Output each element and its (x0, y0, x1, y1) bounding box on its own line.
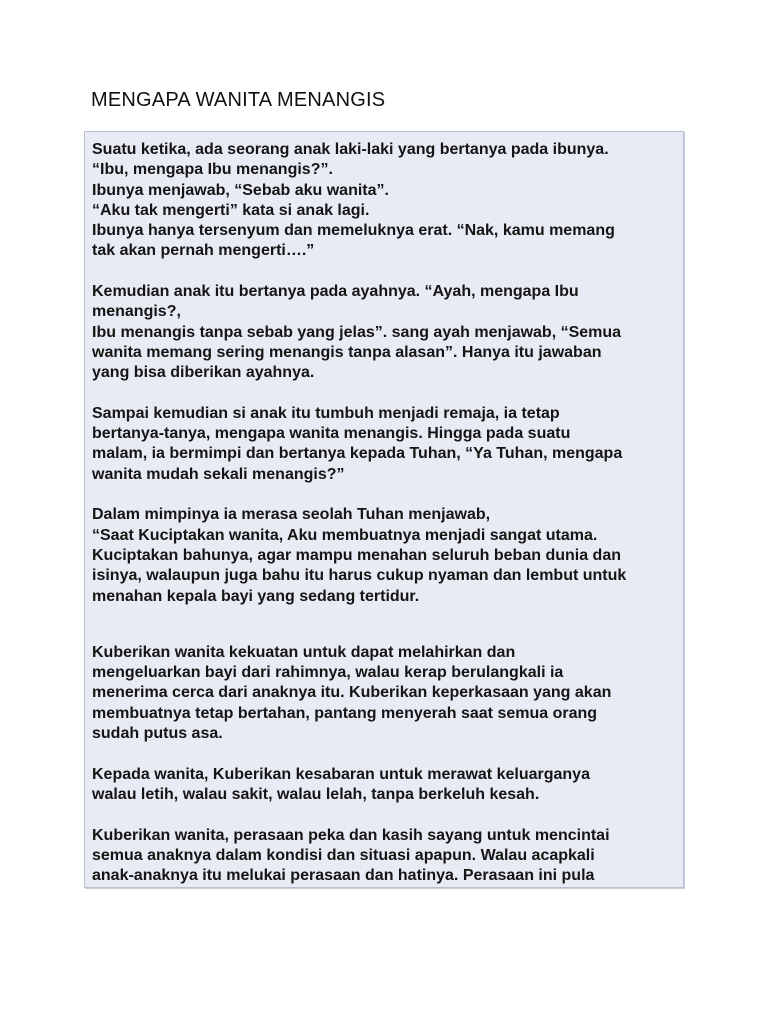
text-line: menerima cerca dari anaknya itu. Kuberikan keperkasaan yang akan (92, 684, 612, 702)
paragraph-spacer (92, 607, 677, 643)
paragraph-spacer (92, 384, 677, 404)
text-line: Kuberikan wanita kekuatan untuk dapat melahirkan dan (92, 643, 516, 661)
text-line: Dalam mimpinya ia merasa seolah Tuhan menjawab, (92, 506, 491, 524)
text-line: semua anaknya dalam kondisi dan situasi apapun. Walau acapkali (92, 846, 595, 864)
text-line: Ibunya hanya tersenyum dan memeluknya erat. “Nak, kamu memang (92, 222, 615, 240)
paragraph-4 (92, 505, 677, 606)
text-line: Kuciptakan bahunya, agar mampu menahan seluruh beban dunia dan (92, 546, 621, 564)
page-title: MENGAPA WANITA MENANGIS (91, 89, 386, 111)
text-line: Kemudian anak itu bertanya pada ayahnya. “Ayah, mengapa Ibu (92, 283, 579, 301)
text-line: “Saat Kuciptakan wanita, Aku membuatnya menjadi sangat utama. (92, 526, 598, 544)
text-line: wanita mudah sekali menangis?” (92, 465, 345, 483)
text-line: walau letih, walau sakit, walau lelah, tanpa berkeluh kesah. (92, 785, 540, 803)
text-line: Kuberikan wanita, perasaan peka dan kasih sayang untuk mencintai (92, 826, 610, 844)
text-line: yang bisa diberikan ayahnya. (92, 364, 315, 382)
paragraph-5 (92, 643, 677, 744)
text-line: membuatnya tetap bertahan, pantang menyerah saat semua orang (92, 704, 598, 722)
text-line: isinya, walaupun juga bahu itu harus cukup nyaman dan lembut untuk (92, 567, 627, 585)
text-line: Suatu ketika, ada seorang anak laki-laki yang bertanya pada ibunya. (92, 141, 609, 158)
text-line: tak akan pernah mengerti….” (92, 242, 315, 260)
text-line: Kepada wanita, Kuberikan kesabaran untuk merawat keluarganya (92, 765, 590, 783)
paragraph-spacer (92, 262, 677, 282)
text-line: Ibu menangis tanpa sebab yang jelas”. sang ayah menjawab, “Semua (92, 323, 622, 341)
paragraph-2 (92, 282, 677, 383)
paragraph-spacer (92, 805, 677, 825)
paragraph-1 (92, 140, 677, 262)
story-text-box (84, 131, 684, 888)
text-line: “Ibu, mengapa Ibu menangis?”. (92, 161, 333, 179)
text-line: sudah putus asa. (92, 725, 223, 743)
paragraph-spacer (92, 485, 677, 505)
text-line: bertanya-tanya, mengapa wanita menangis. Hingga pada suatu (92, 425, 571, 443)
paragraph-6 (92, 765, 677, 806)
text-line: “Aku tak mengerti” kata si anak lagi. (92, 201, 370, 219)
paragraph-spacer (92, 744, 677, 764)
text-line: menahan kepala bayi yang sedang tertidur. (92, 587, 420, 605)
text-line: Sampai kemudian si anak itu tumbuh menjadi remaja, ia tetap (92, 404, 560, 422)
paragraph-7 (92, 826, 677, 887)
text-line: malam, ia bermimpi dan bertanya kepada Tuhan, “Ya Tuhan, mengapa (92, 445, 623, 463)
paragraph-3 (92, 404, 677, 485)
text-line: wanita memang sering menangis tanpa alasan”. Hanya itu jawaban (92, 343, 602, 361)
text-line: anak-anaknya itu melukai perasaan dan hatinya. Perasaan ini pula (92, 867, 595, 885)
text-line: mengeluarkan bayi dari rahimnya, walau kerap berulangkali ia (92, 664, 564, 682)
text-line: menangis?, (92, 303, 181, 321)
text-line: Ibunya menjawab, “Sebab aku wanita”. (92, 181, 389, 199)
